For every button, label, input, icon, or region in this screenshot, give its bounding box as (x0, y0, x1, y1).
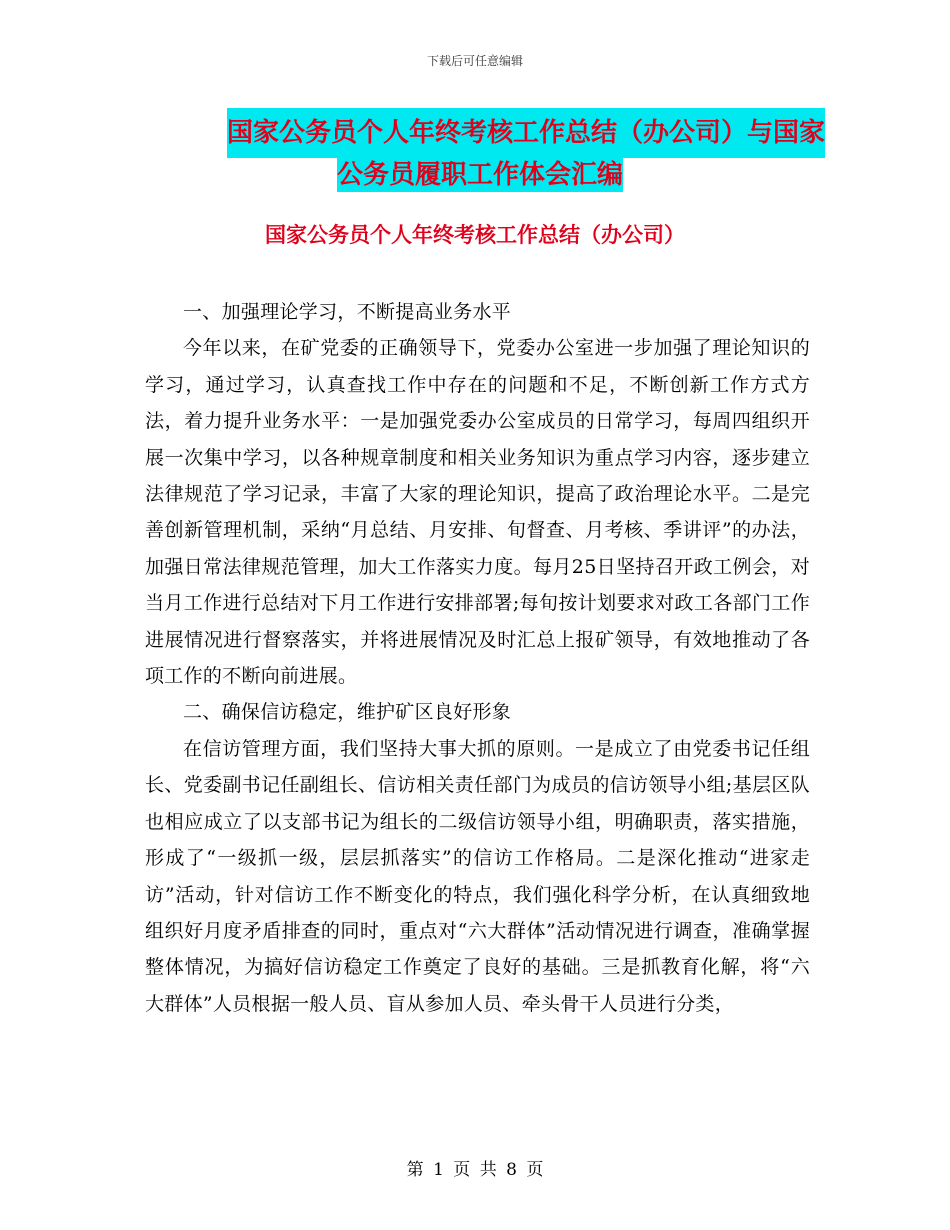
document-title-line-1: 国家公务员个人年终考核工作总结（办公司）与国家 (227, 108, 825, 158)
document-title-line-2: 公务员履职工作体会汇编 (336, 160, 623, 190)
header-note: 下载后可任意编辑 (426, 54, 523, 68)
heading-2: 二、确保信访稳定，维护矿区良好形象 (183, 701, 512, 724)
paragraph-2: 在信访管理方面，我们坚持大事大抓的原则。一是成立了由党委书记任组长、党委副书记任副组长、信访相关责任部门为成员的信访领导小组;基层区队也相应成立了以支部书记为组长的二级信访领导小组，明确职责，落实措施，形成了“一级抓一级，层层抓落实”的信访工作格局。二是深化推动“进家走访”活动，针对信访工作不断变化的特点，我们强化科学分析，在认真细致地组织好月度矛盾排查的同时，重点对“六大群体”活动情况进行调查，准确掌握整体情况，为搞好信访稳定工作奠定了良好的基础。三是抓教育化解，将“六大群体”人员根据一般人员、盲从参加人员、牵头骨干人员进行分类， (145, 737, 810, 1015)
section-title: 国家公务员个人年终考核工作总结（办公司） (265, 223, 685, 247)
page-footer: 第 1 页 共 8 页 (406, 1160, 544, 1180)
body-text (145, 294, 810, 1022)
heading-1: 一、加强理论学习，不断提高业务水平 (183, 301, 512, 323)
paragraph-1: 今年以来，在矿党委的正确领导下，党委办公室进一步加强了理论知识的学习，通过学习，认真查找工作中存在的问题和不足，不断创新工作方式方法，着力提升业务水平：一是加强党委办公室成员的日常学习，每周四组织开展一次集中学习，以各种规章制度和相关业务知识为重点学习内容，逐步建立法律规范了学习记录，丰富了大家的理论知识，提高了政治理论水平。二是完善创新管理机制，采纳“月总结、月安排、旬督查、月考核、季讲评”的办法，加强日常法律规范管理，加大工作落实力度。每月25日坚持召开政工例会，对当月工作进行总结对下月工作进行安排部署;每旬按计划要求对政工各部门工作进展情况进行督察落实，并将进展情况及时汇总上报矿领导，有效地推动了各项工作的不断向前进展。 (145, 337, 810, 688)
